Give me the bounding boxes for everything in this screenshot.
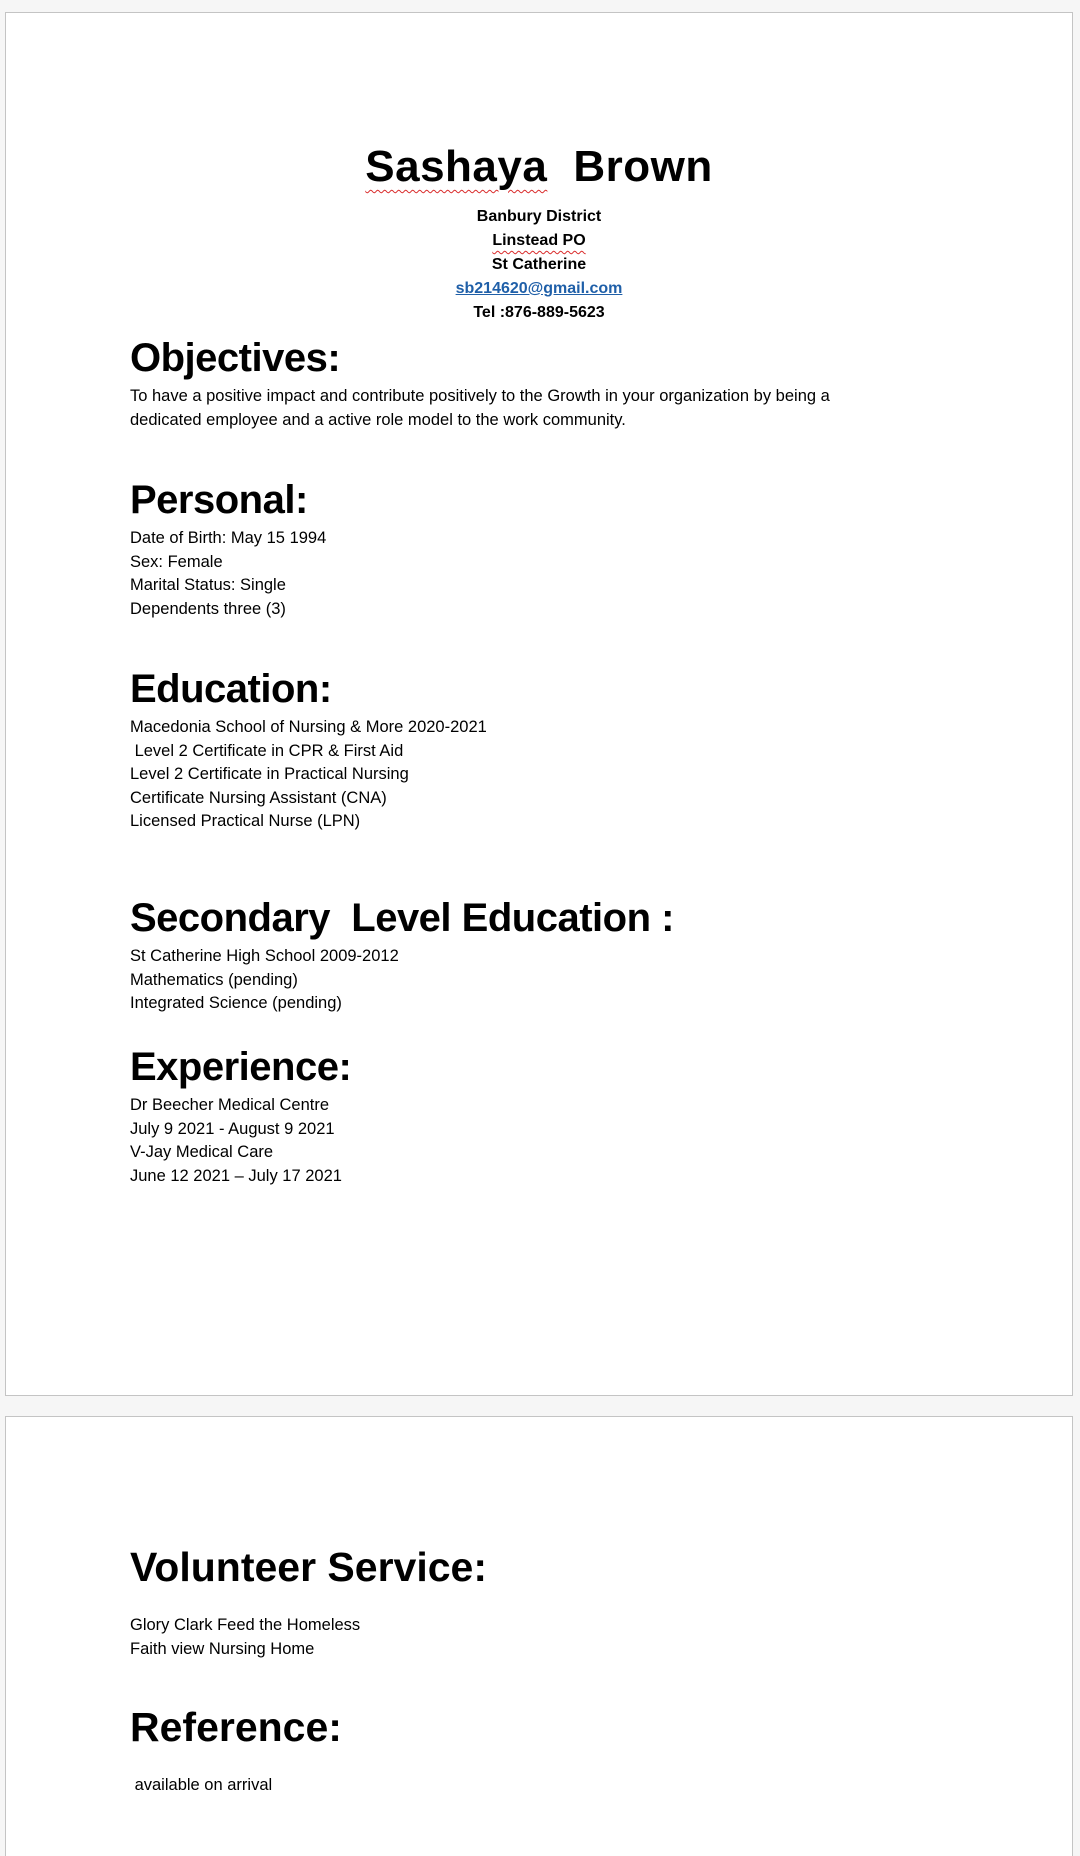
list-item: Mathematics (pending) — [130, 970, 298, 989]
list-item: St Catherine High School 2009-2012 — [130, 947, 399, 965]
experience-list — [130, 1094, 342, 1188]
phone-line: Tel :876-889-5623 — [473, 304, 605, 321]
list-item: available on arrival — [130, 1776, 273, 1794]
objectives-line: dedicated employee and a active role model to the work community. — [130, 410, 626, 429]
list-item: Dependents three (3) — [130, 599, 286, 618]
email-line — [6, 277, 1072, 301]
education-heading: Education: — [130, 667, 332, 711]
objectives-line: To have a positive impact and contribute positively to the Growth in your organization by being a — [130, 387, 830, 405]
personal-heading: Personal: — [130, 478, 308, 522]
list-item: Marital Status: Single — [130, 576, 286, 595]
objectives-text — [130, 385, 830, 432]
list-item: Date of Birth: May 15 1994 — [130, 529, 327, 547]
list-item: Macedonia School of Nursing & More 2020-2021 — [130, 718, 487, 736]
address-line-2-text: Linstead PO — [492, 232, 586, 249]
list-item: Level 2 Certificate in CPR & First Aid — [130, 741, 404, 760]
volunteer-list — [130, 1614, 360, 1661]
address-line-2 — [6, 229, 1072, 253]
list-item: Sex: Female — [130, 552, 223, 571]
document-page-1 — [5, 12, 1073, 1396]
personal-list — [130, 527, 326, 621]
list-item: Licensed Practical Nurse (LPN) — [130, 812, 361, 831]
list-item: June 12 2021 – July 17 2021 — [130, 1166, 342, 1185]
list-item: Integrated Science (pending) — [130, 994, 342, 1013]
reference-text — [130, 1774, 272, 1798]
secondary-education-list — [130, 945, 399, 1016]
first-name: Sashaya — [365, 142, 548, 191]
list-item: Faith view Nursing Home — [130, 1639, 315, 1658]
volunteer-heading: Volunteer Service: — [130, 1544, 487, 1590]
address-line-1: Banbury District — [476, 208, 602, 225]
education-list — [130, 716, 487, 834]
applicant-name — [6, 143, 1072, 191]
list-item: Glory Clark Feed the Homeless — [130, 1616, 361, 1634]
contact-block — [6, 205, 1072, 325]
secondary-education-heading — [130, 896, 674, 940]
last-name: Brown — [573, 142, 713, 191]
list-item: V-Jay Medical Care — [130, 1143, 274, 1162]
reference-heading: Reference: — [130, 1704, 342, 1750]
address-line-3: St Catherine — [491, 256, 587, 273]
secondary-education-heading-text: Secondary Level Education : — [130, 896, 674, 940]
list-item: Certificate Nursing Assistant (CNA) — [130, 788, 387, 807]
list-item: Dr Beecher Medical Centre — [130, 1096, 329, 1114]
email-link[interactable]: sb214620@gmail.com — [455, 280, 623, 297]
objectives-heading: Objectives: — [130, 336, 341, 380]
list-item: Level 2 Certificate in Practical Nursing — [130, 765, 409, 784]
experience-heading: Experience: — [130, 1045, 352, 1089]
document-page-2 — [5, 1416, 1073, 1856]
list-item: July 9 2021 - August 9 2021 — [130, 1119, 335, 1138]
